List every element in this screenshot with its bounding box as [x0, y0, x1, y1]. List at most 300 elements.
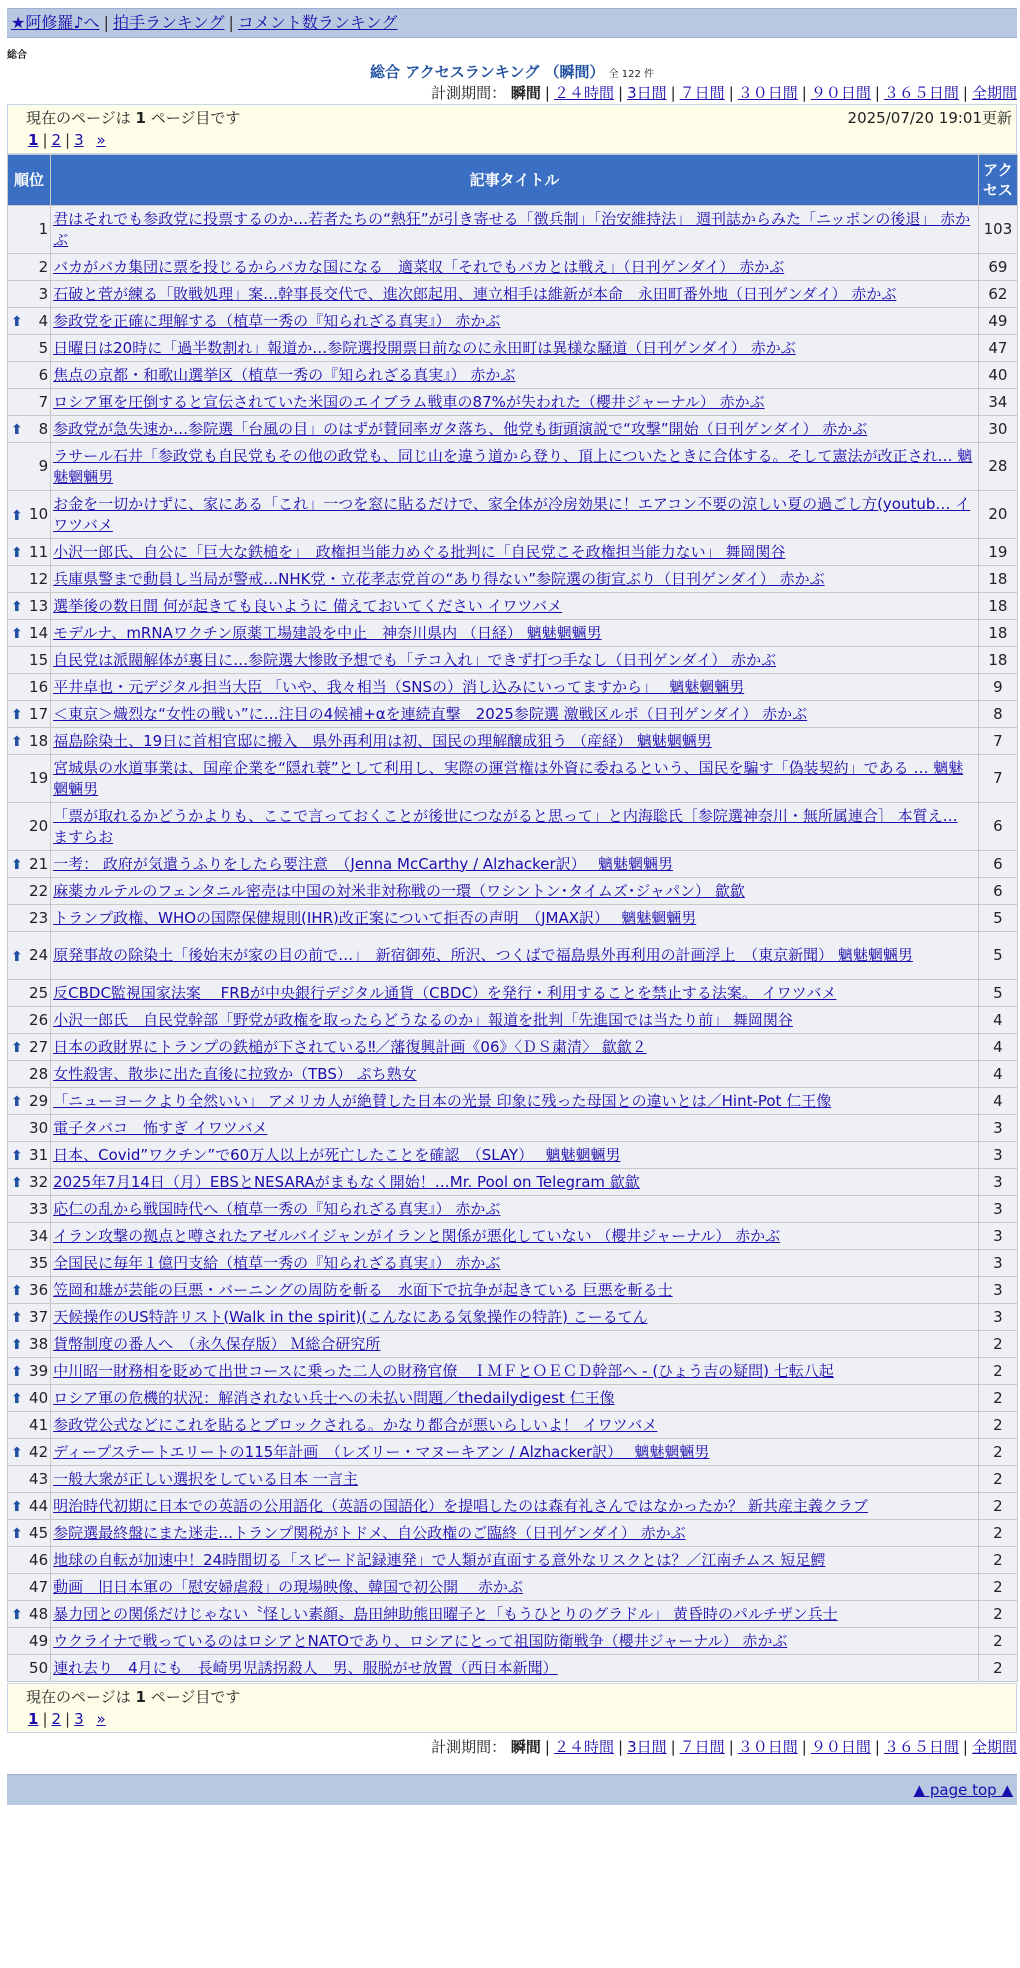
table-row: [8, 1142, 1017, 1168]
rank-cell: [8, 254, 50, 280]
title-cell: [51, 1547, 978, 1573]
article-link[interactable]: ディープステートエリートの115年計画 （レズリー・マヌーキアン / Alzhacker訳） 魑魅魍魎男: [53, 1442, 710, 1461]
title-cell: [51, 905, 978, 931]
rank-up-arrow-icon: ⬆: [11, 1283, 23, 1299]
table-row: [8, 932, 1017, 979]
article-link[interactable]: モデルナ、mRNAワクチン原薬工場建設を中止 神奈川県内 （日経） 魑魅魍魎男: [53, 623, 602, 642]
header-title: 記事タイトル: [51, 155, 978, 205]
rank-number: 34: [29, 1226, 49, 1245]
title-cell: [51, 281, 978, 307]
table-row: [8, 851, 1017, 877]
rank-cell: [8, 1493, 50, 1519]
article-link[interactable]: 貨幣制度の番人へ （永久保存版） Ｍ総合研究所: [53, 1334, 381, 1353]
rank-cell: [8, 1601, 50, 1627]
pager-next[interactable]: »: [96, 1710, 106, 1728]
table-row: [8, 1250, 1017, 1276]
rank-number: 28: [29, 1064, 49, 1083]
article-link[interactable]: 暴力団との関係だけじゃない〝怪しい素顔〟島田紳助熊田曜子と「もうひとりのグラドル」 黄昏時のパルチザン兵士: [53, 1604, 838, 1623]
article-link[interactable]: 2025年7月14日（月）EBSとNESARAがまもなく開始！…Mr. Pool on Telegram 歙歙: [53, 1172, 640, 1191]
table-row: [8, 566, 1017, 592]
rank-cell: [8, 1223, 50, 1249]
rank-number: 20: [29, 817, 49, 835]
rank-number: 2: [38, 257, 49, 276]
rank-cell: [8, 755, 50, 802]
article-link[interactable]: 日本の政財界にトランプの鉄槌が下されている‼／藩復興計画《06》〈ＤＳ粛清〉 歙歙２: [53, 1037, 647, 1056]
title-cell: [51, 416, 978, 442]
rank-cell: [8, 1115, 50, 1141]
rank-number: 35: [29, 1253, 49, 1272]
title-cell: [51, 362, 978, 388]
table-row: [8, 755, 1017, 802]
access-count: 3: [979, 1196, 1017, 1222]
article-link[interactable]: 自民党は派閥解体が裏目に…参院選大惨敗予想でも「テコ入れ」できず打つ手なし（日刊ゲンダイ） 赤かぶ: [53, 650, 777, 669]
access-count: 2: [979, 1547, 1017, 1573]
period-link-90d[interactable]: ９０日間: [810, 84, 871, 102]
title-cell: [51, 1628, 978, 1654]
header-access: アクセス: [979, 155, 1017, 205]
access-count: 18: [979, 620, 1017, 646]
pager-page-1[interactable]: 1: [28, 131, 39, 149]
table-row: [8, 1628, 1017, 1654]
pager-page-1[interactable]: 1: [28, 1710, 39, 1728]
period-selector-top: 計測期間： 瞬間 | ２４時間 | 3日間 | ７日間 | ３０日間 | ９０日間 | ３６５日間 | 全期間: [431, 84, 1017, 102]
article-link[interactable]: 君はそれでも参政党に投票するのか…若者たちの“熱狂”が引き寄せる「徴兵制」「治安維持法」 週刊誌からみた「ニッポンの後退」 赤かぶ: [53, 209, 971, 249]
table-row: [8, 1385, 1017, 1411]
rank-number: 41: [29, 1415, 49, 1434]
rank-up-arrow-icon: ⬆: [11, 1364, 23, 1380]
table-row: [8, 1493, 1017, 1519]
rank-number: 7: [38, 392, 49, 411]
rank-up-arrow-icon: ⬆: [11, 626, 23, 642]
title-cell: [51, 593, 978, 619]
article-link[interactable]: 日本、Covid”ワクチン”で60万人以上が死亡したことを確認 （SLAY） 魑魅魍魎男: [53, 1145, 621, 1164]
access-count: 2: [979, 1466, 1017, 1492]
title-cell: [51, 1493, 978, 1519]
article-link[interactable]: 地球の自転が加速中！24時間切る「スピード記録連発」で人類が直面する意外なリスクとは？／江南チムス 短足鰐: [53, 1550, 826, 1569]
period-selector-bottom: 計測期間： 瞬間 | ２４時間 | 3日間 | ７日間 | ３０日間 | ９０日間 | ３６５日間 | 全期間: [431, 1738, 1017, 1756]
rank-cell: [8, 566, 50, 592]
article-link[interactable]: 宮城県の水道事業は、国産企業を“隠れ蓑”として利用し、実際の運営権は外資に委ねるという、国民を騙す「偽装契約」である … 魑魅魍魎男: [53, 758, 964, 798]
period-link-24h[interactable]: ２４時間: [553, 1738, 614, 1756]
title-cell: [51, 1466, 978, 1492]
title-cell: [51, 1412, 978, 1438]
rank-cell: [8, 1007, 50, 1033]
title-cell: [51, 1520, 978, 1546]
rank-number: 37: [29, 1307, 49, 1326]
rank-cell: [8, 1034, 50, 1060]
rank-number: 19: [29, 769, 49, 787]
rank-up-arrow-icon: ⬆: [11, 1094, 23, 1110]
period-link-365d[interactable]: ３６５日間: [883, 1738, 959, 1756]
access-count: 9: [979, 674, 1017, 700]
access-count: 4: [979, 1034, 1017, 1060]
access-count: 2: [979, 1520, 1017, 1546]
rank-cell: [8, 1331, 50, 1357]
rank-number: 9: [38, 457, 49, 475]
article-link[interactable]: 全国民に毎年１億円支給（植草一秀の『知られざる真実』） 赤かぶ: [53, 1253, 501, 1272]
table-row: [8, 1088, 1017, 1114]
nav-link-asyura[interactable]: ★阿修羅♪へ: [11, 13, 100, 32]
title-cell: [51, 1358, 978, 1384]
rank-cell: [8, 1277, 50, 1303]
access-count: 28: [979, 443, 1017, 490]
title-cell: [51, 1223, 978, 1249]
article-link[interactable]: 明治時代初期に日本での英語の公用語化（英語の国語化）を提唱したのは森有礼さんではなかったか？ 新共産主義クラブ: [53, 1496, 868, 1515]
access-count: 5: [979, 905, 1017, 931]
rank-cell: [8, 1547, 50, 1573]
ranking-body: [8, 206, 1017, 1681]
pager-page-3[interactable]: 3: [74, 1710, 84, 1728]
article-link[interactable]: イラン攻撃の拠点と噂されたアゼルバイジャンがイランと関係が悪化していない （櫻井ジャーナル） 赤かぶ: [53, 1226, 781, 1245]
current-page-text: 現在のページは 1 ページ目です: [26, 109, 241, 127]
pager-next[interactable]: »: [96, 131, 106, 149]
article-link[interactable]: ロシア軍を圧倒すると宣伝されていた米国のエイブラム戦車の87%が失われた（櫻井ジャーナル） 赤かぶ: [53, 392, 765, 411]
rank-up-arrow-icon: ⬆: [11, 1607, 23, 1623]
rank-number: 27: [29, 1037, 49, 1056]
rank-number: 13: [29, 596, 49, 615]
table-row: [8, 443, 1017, 490]
period-label: 計測期間：: [431, 1738, 507, 1756]
article-link[interactable]: 連れ去り 4月にも 長崎男児誘拐殺人 男、服脱がせ放置（西日本新聞）: [53, 1658, 558, 1677]
title-cell: [51, 755, 978, 802]
article-link[interactable]: 「票が取れるかどうかよりも、ここで言っておくことが後世につながると思って」と内海聡氏［参院選神奈川・無所属連合］ 本質え… ますらお: [53, 806, 958, 846]
rank-number: 44: [29, 1496, 49, 1515]
pager-page-3[interactable]: 3: [74, 131, 84, 149]
article-link[interactable]: 一考： 政府が気遣うふりをしたら要注意 （Jenna McCarthy / Alzhacker訳） 魑魅魍魎男: [53, 854, 673, 873]
article-link[interactable]: 女性殺害、散歩に出た直後に拉致か（TBS） ぷち熟女: [53, 1064, 417, 1083]
title-cell: [51, 1601, 978, 1627]
table-row: [8, 620, 1017, 646]
rank-cell: [8, 803, 50, 850]
period-link-all[interactable]: 全期間: [971, 84, 1017, 102]
table-row: [8, 1547, 1017, 1573]
title-cell: [51, 728, 978, 754]
rank-number: 36: [29, 1280, 49, 1299]
access-count: 2: [979, 1412, 1017, 1438]
access-count: 18: [979, 566, 1017, 592]
access-count: 40: [979, 362, 1017, 388]
nav-link-comment-ranking[interactable]: コメント数ランキング: [237, 13, 398, 32]
rank-up-arrow-icon: ⬆: [11, 1148, 23, 1164]
rank-cell: [8, 416, 50, 442]
title-cell: [51, 1034, 978, 1060]
rank-cell: [8, 1088, 50, 1114]
rank-cell: [8, 281, 50, 307]
title-cell: [51, 1115, 978, 1141]
article-link[interactable]: 麻薬カルテルのフェンタニル密売は中国の対米非対称戦の一環（ワシントン･タイムズ･ジャパン） 歙歙: [53, 881, 745, 900]
article-link[interactable]: 小沢一郎氏、自公に「巨大な鉄槌を」 政権担当能力めぐる批判に「自民党こそ政権担当能力ない」 舞岡関谷: [53, 542, 786, 561]
rank-cell: [8, 1655, 50, 1681]
page-top-link[interactable]: ▲ page top ▲: [913, 1781, 1013, 1799]
rank-cell: [8, 1385, 50, 1411]
rank-number: 46: [29, 1550, 49, 1569]
article-link[interactable]: 中川昭一財務相を貶めて出世コースに乗った二人の財務官僚 ＩＭＦとＯＥＣＤ幹部へ - (ひょう吉の疑問) 七転八起: [53, 1361, 834, 1380]
rank-up-arrow-icon: ⬆: [11, 1337, 23, 1353]
period-link-90d[interactable]: ９０日間: [810, 1738, 871, 1756]
title-cell: [51, 1574, 978, 1600]
access-count: 4: [979, 1061, 1017, 1087]
rank-number: 16: [29, 677, 49, 696]
nav-separator: |: [228, 13, 234, 32]
access-count: 47: [979, 335, 1017, 361]
table-row: [8, 1331, 1017, 1357]
rank-number: 17: [29, 704, 49, 723]
pager-page-2[interactable]: 2: [51, 131, 62, 149]
access-count: 20: [979, 491, 1017, 538]
current-page-text-bottom: 現在のページは 1 ページ目です: [26, 1688, 241, 1706]
rank-up-arrow-icon: ⬆: [11, 422, 23, 438]
title-cell: [51, 206, 978, 253]
rank-up-arrow-icon: ⬆: [11, 1445, 23, 1461]
rank-cell: [8, 335, 50, 361]
rank-cell: [8, 905, 50, 931]
table-row: [8, 1115, 1017, 1141]
title-cell: [51, 1169, 978, 1195]
rank-cell: [8, 1250, 50, 1276]
access-count: 7: [979, 728, 1017, 754]
rank-cell: [8, 1358, 50, 1384]
table-row: [8, 1007, 1017, 1033]
table-row: [8, 1601, 1017, 1627]
nav-link-clap-ranking[interactable]: 拍手ランキング: [112, 13, 225, 32]
total-count: 全 122 件: [608, 69, 654, 80]
access-count: 19: [979, 539, 1017, 565]
period-link-7d[interactable]: ７日間: [679, 84, 725, 102]
period-link-24h[interactable]: ２４時間: [553, 84, 614, 102]
article-link[interactable]: ＜東京＞熾烈な“女性の戦い”に…注目の4候補+αを連続直撃 2025参院選 激戦区ルポ（日刊ゲンダイ） 赤かぶ: [53, 704, 808, 723]
title-cell: [51, 647, 978, 673]
rank-number: 18: [29, 731, 49, 750]
table-row: [8, 1412, 1017, 1438]
table-row: [8, 1196, 1017, 1222]
rank-up-arrow-icon: ⬆: [11, 734, 23, 750]
article-link[interactable]: 参政党公式などにこれを貼るとブロックされる。かなり都合が悪いらしいよ！ イワツバメ: [53, 1415, 658, 1434]
rank-cell: [8, 389, 50, 415]
rank-up-arrow-icon: ⬆: [11, 1526, 23, 1542]
table-row: [8, 905, 1017, 931]
table-row: [8, 1277, 1017, 1303]
rank-cell: [8, 851, 50, 877]
article-link[interactable]: 参院選最終盤にまた迷走…トランプ関税がトドメ、自公政権のご臨終（日刊ゲンダイ） 赤かぶ: [53, 1523, 686, 1542]
table-row: [8, 1439, 1017, 1465]
title-cell: [51, 1331, 978, 1357]
rank-number: 43: [29, 1469, 49, 1488]
title-cell: [51, 851, 978, 877]
table-row: [8, 593, 1017, 619]
rank-cell: [8, 728, 50, 754]
rank-number: 24: [29, 946, 49, 964]
article-link[interactable]: 小沢一郎氏 自民党幹部「野党が政権を取ったらどうなるのか」報道を批判「先進国では当たり前」 舞岡関谷: [53, 1010, 793, 1029]
rank-up-arrow-icon: ⬆: [11, 1040, 23, 1056]
rank-cell: [8, 1628, 50, 1654]
access-count: 30: [979, 416, 1017, 442]
title-cell: [51, 335, 978, 361]
rank-number: 6: [38, 365, 49, 384]
header-rank: 順位: [8, 155, 50, 205]
period-label: 計測期間：: [431, 84, 507, 102]
table-row: [8, 389, 1017, 415]
period-current: 瞬間: [510, 84, 541, 102]
rank-number: 12: [29, 569, 49, 588]
period-link-30d[interactable]: ３０日間: [737, 84, 798, 102]
rank-number: 26: [29, 1010, 49, 1029]
title-cell: [51, 389, 978, 415]
rank-cell: [8, 878, 50, 904]
rank-up-arrow-icon: ⬆: [11, 314, 23, 330]
access-count: 103: [979, 206, 1017, 253]
title-cell: [51, 620, 978, 646]
title-cell: [51, 491, 978, 538]
table-row: [8, 674, 1017, 700]
rank-cell: [8, 1439, 50, 1465]
article-link[interactable]: 反CBDC監視国家法案 FRBが中央銀行デジタル通貨（CBDC）を発行・利用することを禁止する法案。 イワツバメ: [53, 983, 837, 1002]
title-cell: [51, 674, 978, 700]
article-link[interactable]: 笠岡和雄が芸能の巨悪・バーニングの周防を斬る 水面下で抗争が起きている 巨悪を斬る士: [53, 1280, 673, 1299]
access-count: 3: [979, 1115, 1017, 1141]
title-cell: [51, 443, 978, 490]
page-title-text: 総合 アクセスランキング （瞬間）: [370, 63, 605, 81]
rank-number: 14: [29, 623, 49, 642]
rank-cell: [8, 539, 50, 565]
article-link[interactable]: ラサール石井「参政党も自民党もその他の政党も、同じ山を違う道から登り、頂上についたときに合体する。そして憲法が改正され… 魑魅魍魎男: [53, 446, 973, 486]
article-link[interactable]: 原発事故の除染土「後始末が家の目の前で…」 新宿御苑、所沢、つくばで福島県外再利用の計画浮上 （東京新聞） 魑魅魍魎男: [53, 946, 913, 964]
title-cell: [51, 1277, 978, 1303]
article-link[interactable]: 平井卓也・元デジタル担当大臣 「いや、我々相当（SNSの）消し込みにいってますから」 魑魅魍魎男: [53, 677, 745, 696]
access-count: 4: [979, 1088, 1017, 1114]
title-cell: [51, 1196, 978, 1222]
article-link[interactable]: 一般大衆が正しい選択をしている日本 一言主: [53, 1469, 358, 1488]
article-link[interactable]: 石破と菅が練る「敗戦処理」案…幹事長交代で、進次郎起用、連立相手は維新が本命 永田町番外地（日刊ゲンダイ） 赤かぶ: [53, 284, 897, 303]
table-row: [8, 1466, 1017, 1492]
access-count: 2: [979, 1493, 1017, 1519]
article-link[interactable]: 天候操作のUS特許リスト(Walk in the spirit)(こんなにある気象操作の特許) こーるてん: [53, 1307, 648, 1326]
ranking-table: [7, 154, 1018, 1682]
title-cell: [51, 980, 978, 1006]
title-cell: [51, 932, 978, 979]
rank-number: 42: [29, 1442, 49, 1461]
table-row: [8, 1655, 1017, 1681]
table-row: [8, 254, 1017, 280]
rank-number: 8: [38, 419, 49, 438]
rank-number: 29: [29, 1091, 49, 1110]
access-count: 2: [979, 1331, 1017, 1357]
rank-cell: [8, 308, 50, 334]
access-count: 7: [979, 755, 1017, 802]
table-row: [8, 1223, 1017, 1249]
article-link[interactable]: 兵庫県警まで動員し当局が警戒…NHK党・立花孝志党首の“あり得ない”参院選の街宣ぶり（日刊ゲンダイ） 赤かぶ: [53, 569, 825, 588]
category-label: 総合: [7, 50, 27, 61]
table-row: [8, 701, 1017, 727]
article-link[interactable]: 応仁の乱から戦国時代へ（植草一秀の『知られざる真実』） 赤かぶ: [53, 1199, 501, 1218]
article-link[interactable]: 動画 旧日本軍の「慰安婦虐殺」の現場映像、韓国で初公開 赤かぶ: [53, 1577, 523, 1596]
access-count: 6: [979, 878, 1017, 904]
rank-number: 5: [38, 338, 49, 357]
access-count: 6: [979, 803, 1017, 850]
pager-page-2[interactable]: 2: [51, 1710, 62, 1728]
article-link[interactable]: 焦点の京都・和歌山選挙区（植草一秀の『知られざる真実』） 赤かぶ: [53, 365, 516, 384]
title-cell: [51, 1007, 978, 1033]
rank-up-arrow-icon: ⬆: [11, 707, 23, 723]
table-row: [8, 878, 1017, 904]
table-row: [8, 281, 1017, 307]
period-link-all[interactable]: 全期間: [971, 1738, 1017, 1756]
rank-number: 21: [29, 854, 49, 873]
rank-cell: [8, 362, 50, 388]
period-link-365d[interactable]: ３６５日間: [883, 84, 959, 102]
period-link-7d[interactable]: ７日間: [679, 1738, 725, 1756]
rank-number: 10: [29, 505, 49, 523]
title-cell: [51, 1304, 978, 1330]
rank-cell: [8, 701, 50, 727]
table-row: [8, 335, 1017, 361]
rank-number: 32: [29, 1172, 49, 1191]
rank-up-arrow-icon: ⬆: [11, 1175, 23, 1191]
rank-cell: [8, 593, 50, 619]
access-count: 49: [979, 308, 1017, 334]
rank-cell: [8, 443, 50, 490]
article-link[interactable]: ロシア軍の危機的状況：解消されない兵士への未払い問題／thedailydigest 仁王像: [53, 1388, 615, 1407]
period-link-3d[interactable]: 3日間: [627, 84, 667, 102]
page-title: [7, 62, 1017, 82]
article-link[interactable]: 参政党が急失速か…参院選「台風の目」のはずが賛同率ガタ落ち、他党も街頭演説で“攻撃”開始（日刊ゲンダイ） 赤かぶ: [53, 419, 868, 438]
rank-up-arrow-icon: ⬆: [11, 1310, 23, 1326]
article-link[interactable]: バカがバカ集団に票を投じるからバカな国になる 適菜収「それでもバカとは戦え」（日刊ゲンダイ） 赤かぶ: [53, 257, 785, 276]
rank-number: 33: [29, 1199, 49, 1218]
article-link[interactable]: 日曜日は20時に「過半数割れ」報道か…参院選投開票日前なのに永田町は異様な騒道（日刊ゲンダイ） 赤かぶ: [53, 338, 796, 357]
pager-bottom: 1 | 2 | 3 »: [28, 1710, 106, 1728]
table-row: [8, 308, 1017, 334]
article-link[interactable]: 福島除染土、19日に首相官邸に搬入 県外再利用は初、国民の理解醸成狙う （産経） 魑魅魍魎男: [53, 731, 712, 750]
article-link[interactable]: 電子タバコ 怖すぎ イワツバメ: [53, 1118, 268, 1137]
article-link[interactable]: 選挙後の数日間 何が起きても良いように 備えておいてください イワツバメ: [53, 596, 563, 615]
access-count: 8: [979, 701, 1017, 727]
table-row: [8, 491, 1017, 538]
title-cell: [51, 1142, 978, 1168]
access-count: 62: [979, 281, 1017, 307]
title-cell: [51, 1061, 978, 1087]
title-cell: [51, 1088, 978, 1114]
title-cell: [51, 1385, 978, 1411]
table-row: [8, 728, 1017, 754]
article-link[interactable]: お金を一切かけずに、家にある「これ」一つを窓に貼るだけで、家全体が冷房効果に！エアコン不要の涼しい夏の過ごし方(youtub… イワツバメ: [53, 494, 971, 534]
rank-number: 1: [38, 220, 49, 238]
article-link[interactable]: 「ニューヨークより全然いい」 アメリカ人が絶賛した日本の光景 印象に残った母国との違いとは／Hint-Pot 仁王像: [53, 1091, 832, 1110]
rank-number: 49: [29, 1631, 49, 1650]
table-row: [8, 1574, 1017, 1600]
table-row: [8, 362, 1017, 388]
rank-up-arrow-icon: ⬆: [11, 545, 23, 561]
table-header-row: [8, 155, 1017, 205]
page-info-top: [7, 104, 1017, 154]
article-link[interactable]: 参政党を正確に理解する（植草一秀の『知られざる真実』） 赤かぶ: [53, 311, 501, 330]
title-cell: [51, 878, 978, 904]
article-link[interactable]: トランプ政権、WHOの国際保健規則(IHR)改正案について拒否の声明 （JMAX訳） 魑魅魍魎男: [53, 908, 697, 927]
article-link[interactable]: ウクライナで戦っているのはロシアとNATOであり、ロシアにとって祖国防衛戦争（櫻井ジャーナル） 赤かぶ: [53, 1631, 788, 1650]
access-count: 2: [979, 1655, 1017, 1681]
table-row: [8, 980, 1017, 1006]
rank-number: 45: [29, 1523, 49, 1542]
period-link-3d[interactable]: 3日間: [627, 1738, 667, 1756]
rank-number: 22: [29, 881, 49, 900]
updated-timestamp: 2025/07/20 19:01更新: [847, 109, 1012, 127]
rank-number: 4: [38, 311, 49, 330]
rank-cell: [8, 1574, 50, 1600]
rank-cell: [8, 206, 50, 253]
title-cell: [51, 803, 978, 850]
period-link-30d[interactable]: ３０日間: [737, 1738, 798, 1756]
access-count: 2: [979, 1385, 1017, 1411]
rank-cell: [8, 1169, 50, 1195]
